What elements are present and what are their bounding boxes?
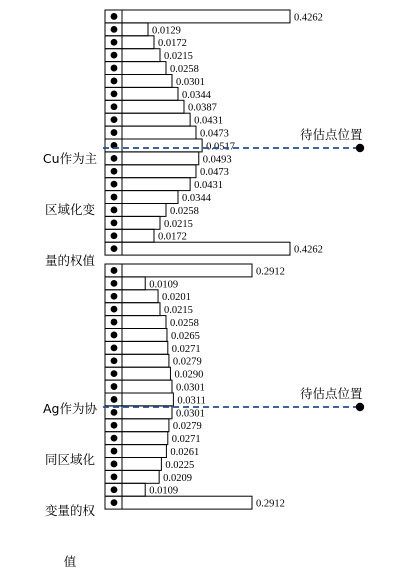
cu-label-line-3: 量的权值: [44, 253, 95, 268]
ag-weight-label: 0.0209: [163, 472, 193, 484]
cu-sample-point: [111, 103, 118, 110]
ag-target-label: 待估点位置: [300, 386, 363, 401]
cu-sample-point: [111, 90, 118, 97]
ag-weight-label: 0.0271: [171, 434, 201, 446]
cu-sample-point: [111, 155, 118, 162]
ag-weight-cell: [105, 496, 252, 509]
ag-sample-point: [111, 499, 118, 506]
cu-sample-point: [111, 245, 118, 252]
cu-sample-point: [111, 78, 118, 85]
cu-weight-label: 0.0258: [169, 205, 199, 217]
ag-label-line-2: 同区域化: [44, 452, 95, 467]
ag-weight-label: 0.0290: [174, 369, 204, 381]
ag-weight-label: 0.0301: [175, 382, 205, 394]
cu-sample-point: [111, 219, 118, 226]
cu-weight-label: 0.0301: [175, 76, 205, 88]
ag-weight-label: 0.0279: [172, 356, 202, 368]
cu-weight-cell: [105, 242, 290, 255]
cu-weight-label: 0.0431: [194, 115, 223, 127]
ag-sample-point: [111, 267, 118, 274]
ag-target-point: [356, 403, 364, 411]
cu-weight-label: 0.4262: [294, 244, 323, 256]
ag-sample-point: [111, 435, 118, 442]
ag-label-line-3: 变量的权: [44, 503, 95, 518]
cu-weight-label: 0.0473: [199, 167, 229, 179]
ag-weight-label: 0.0258: [169, 318, 199, 329]
cu-weight-label: 0.0215: [163, 51, 193, 63]
ag-weight-label: 0.0265: [170, 330, 200, 342]
ag-weight-label: 0.0215: [163, 305, 193, 317]
ag-weight-label: 0.0109: [149, 279, 179, 291]
cu-sample-point: [111, 13, 118, 20]
cu-weight-label: 0.0172: [157, 38, 187, 50]
cu-weight-label: 0.0431: [194, 180, 223, 192]
cu-sample-point: [111, 168, 118, 175]
ag-weight-label: 0.0271: [171, 343, 201, 355]
cu-weight-cell: [105, 165, 196, 178]
ag-sample-point: [111, 422, 118, 429]
cu-weight-label: 0.0387: [187, 102, 217, 114]
ag-sample-point: [111, 280, 118, 287]
cu-sample-point: [111, 232, 118, 239]
ag-sample-point: [111, 357, 118, 364]
ag-label-line-4: 值: [63, 554, 77, 569]
cu-label-line-1: Cu作为主: [42, 151, 98, 166]
cu-sample-point: [111, 65, 118, 72]
cu-sample-point: [111, 129, 118, 136]
ag-weight-label: 0.0109: [149, 485, 179, 497]
ag-sample-point: [111, 409, 118, 416]
cu-weight-cell: [105, 10, 290, 23]
ag-sample-point: [111, 306, 118, 313]
cu-sample-point: [111, 207, 118, 214]
ag-sample-point: [111, 461, 118, 468]
cu-target-point: [356, 144, 364, 152]
ag-sample-point: [111, 448, 118, 455]
ag-sample-point: [111, 486, 118, 493]
cu-weight-label: 0.0517: [206, 141, 235, 153]
cu-target-label: 待估点位置: [300, 127, 363, 142]
ag-sample-point: [111, 293, 118, 300]
cu-weight-label: 0.0172: [157, 231, 187, 243]
ag-sample-point: [111, 370, 118, 377]
cu-sample-point: [111, 116, 118, 123]
ag-weight-label: 0.0201: [162, 292, 191, 304]
ag-weight-label: 0.0311: [177, 395, 206, 407]
ag-weight-label: 0.2912: [256, 266, 285, 278]
ag-sample-point: [111, 332, 118, 339]
ag-weight-label: 0.0301: [175, 408, 205, 420]
cu-weight-label: 0.0129: [151, 25, 181, 37]
cu-label-line-2: 区域化变: [44, 202, 95, 217]
cu-sample-point: [111, 39, 118, 46]
cu-panel-label: [34, 116, 106, 286]
ag-sample-point: [111, 396, 118, 403]
ag-sample-point: [111, 383, 118, 390]
ag-sample-point: [111, 319, 118, 326]
cu-weight-label: 0.4262: [294, 12, 323, 24]
cu-weight-cell: [105, 113, 190, 126]
cu-weight-label: 0.0258: [169, 64, 199, 75]
ag-weight-label: 0.0279: [172, 421, 202, 433]
cu-sample-point: [111, 52, 118, 59]
ag-weight-label: 0.2912: [256, 498, 285, 510]
ag-sample-point: [111, 344, 118, 351]
cu-sample-point: [111, 26, 118, 33]
ag-panel-label: [34, 366, 106, 587]
cu-weight-cell: [105, 126, 196, 139]
ag-weight-label: 0.0225: [165, 459, 195, 471]
cu-sample-point: [111, 181, 118, 188]
cu-weight-cell: [105, 178, 190, 191]
cu-weight-label: 0.0473: [199, 128, 229, 140]
cu-weight-label: 0.0215: [163, 218, 193, 230]
ag-sample-point: [111, 473, 118, 480]
ag-weight-cell: [105, 264, 252, 277]
cu-weight-label: 0.0344: [181, 89, 211, 101]
cu-weight-cell: [105, 139, 202, 152]
cu-weight-cell: [105, 152, 199, 165]
cu-weight-label: 0.0493: [202, 154, 232, 166]
cu-weight-label: 0.0344: [181, 193, 211, 204]
ag-weight-label: 0.0261: [170, 447, 200, 458]
ag-label-line-1: Ag作为协: [43, 401, 97, 416]
cu-sample-point: [111, 194, 118, 201]
